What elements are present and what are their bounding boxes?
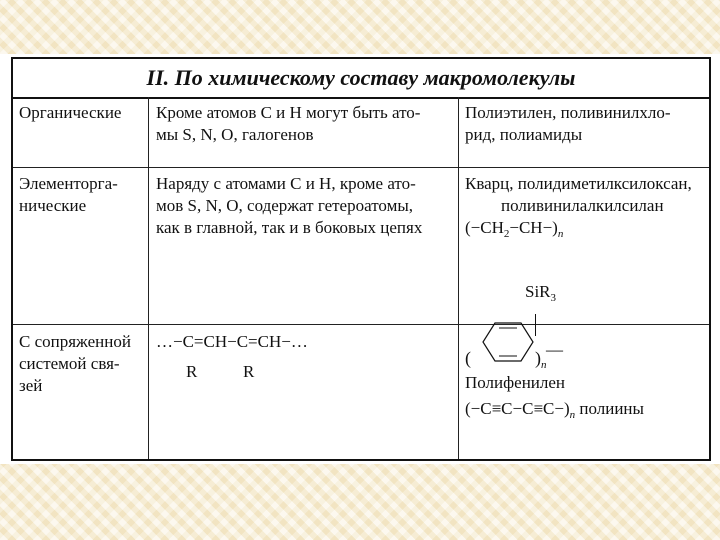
row2-description-line: как в главной, так и в боковых цепях [156, 218, 423, 237]
conjugated-chain-formula: …−C=CH−C=CH−… [156, 332, 308, 351]
row2-description-cell [156, 173, 456, 239]
row1-description-line: Кроме атомов С и Н могут быть ато- [156, 103, 421, 122]
row1-description-line: мы S, N, O, галогенов [156, 125, 314, 144]
row3-class-line: зей [19, 376, 43, 395]
column-divider-1 [148, 97, 149, 459]
row1-examples-line: рид, полиамиды [465, 125, 583, 144]
chain-substituent-r2: R [243, 362, 255, 381]
ring-dash: — [546, 340, 563, 359]
silyl-substituent-label: SiR$_3$ [525, 282, 557, 304]
row1-class-cell [19, 102, 143, 124]
row-divider-1 [13, 167, 709, 168]
decorative-band-top [0, 0, 720, 54]
row2-description-line: мов S, N, O, содержат гетероатомы, [156, 196, 414, 215]
row1-examples-cell [465, 102, 705, 146]
row2-examples-line: поливинилалкилсилан [501, 196, 664, 215]
table-title: II. По химическому составу макромолекулы [13, 59, 709, 99]
row2-examples-line: Кварц, полидиметилксилоксан, [465, 174, 692, 193]
polyphenylene-label: Полифенилен [465, 373, 566, 392]
ring-close-paren: )$_n$ [535, 348, 547, 371]
row2-class-line: Элементорга- [19, 174, 118, 193]
polyvinylsilane-formula: $(-CH_2-CH-)_n$ [465, 218, 564, 240]
column-divider-2 [458, 97, 459, 459]
silicon-bond-line [535, 314, 536, 336]
benzene-ring-icon [481, 321, 535, 363]
row3-class-line: системой свя- [19, 354, 120, 373]
row2-class-line: нические [19, 196, 87, 215]
row2-class-cell [19, 173, 143, 217]
row3-class-line: С сопряженной [19, 332, 131, 351]
row2-examples-cell [465, 173, 705, 245]
decorative-band-bottom [0, 464, 720, 540]
row2-description-line: Наряду с атомами С и Н, кроме ато- [156, 174, 416, 193]
chain-substituent-r1: R [186, 362, 198, 381]
row1-examples-line: Полиэтилен, поливинилхло- [465, 103, 671, 122]
ring-open-paren: ( [465, 348, 471, 368]
row3-class-cell [19, 331, 143, 397]
row1-class-line: Органические [19, 103, 122, 122]
polyyne-line: $(-C\equiv C-C\equiv C-)_n$ полиины [465, 399, 644, 421]
slide-sheet [8, 54, 716, 464]
classification-table [11, 57, 711, 461]
row1-description-cell [156, 102, 456, 146]
row-divider-2 [13, 324, 709, 325]
